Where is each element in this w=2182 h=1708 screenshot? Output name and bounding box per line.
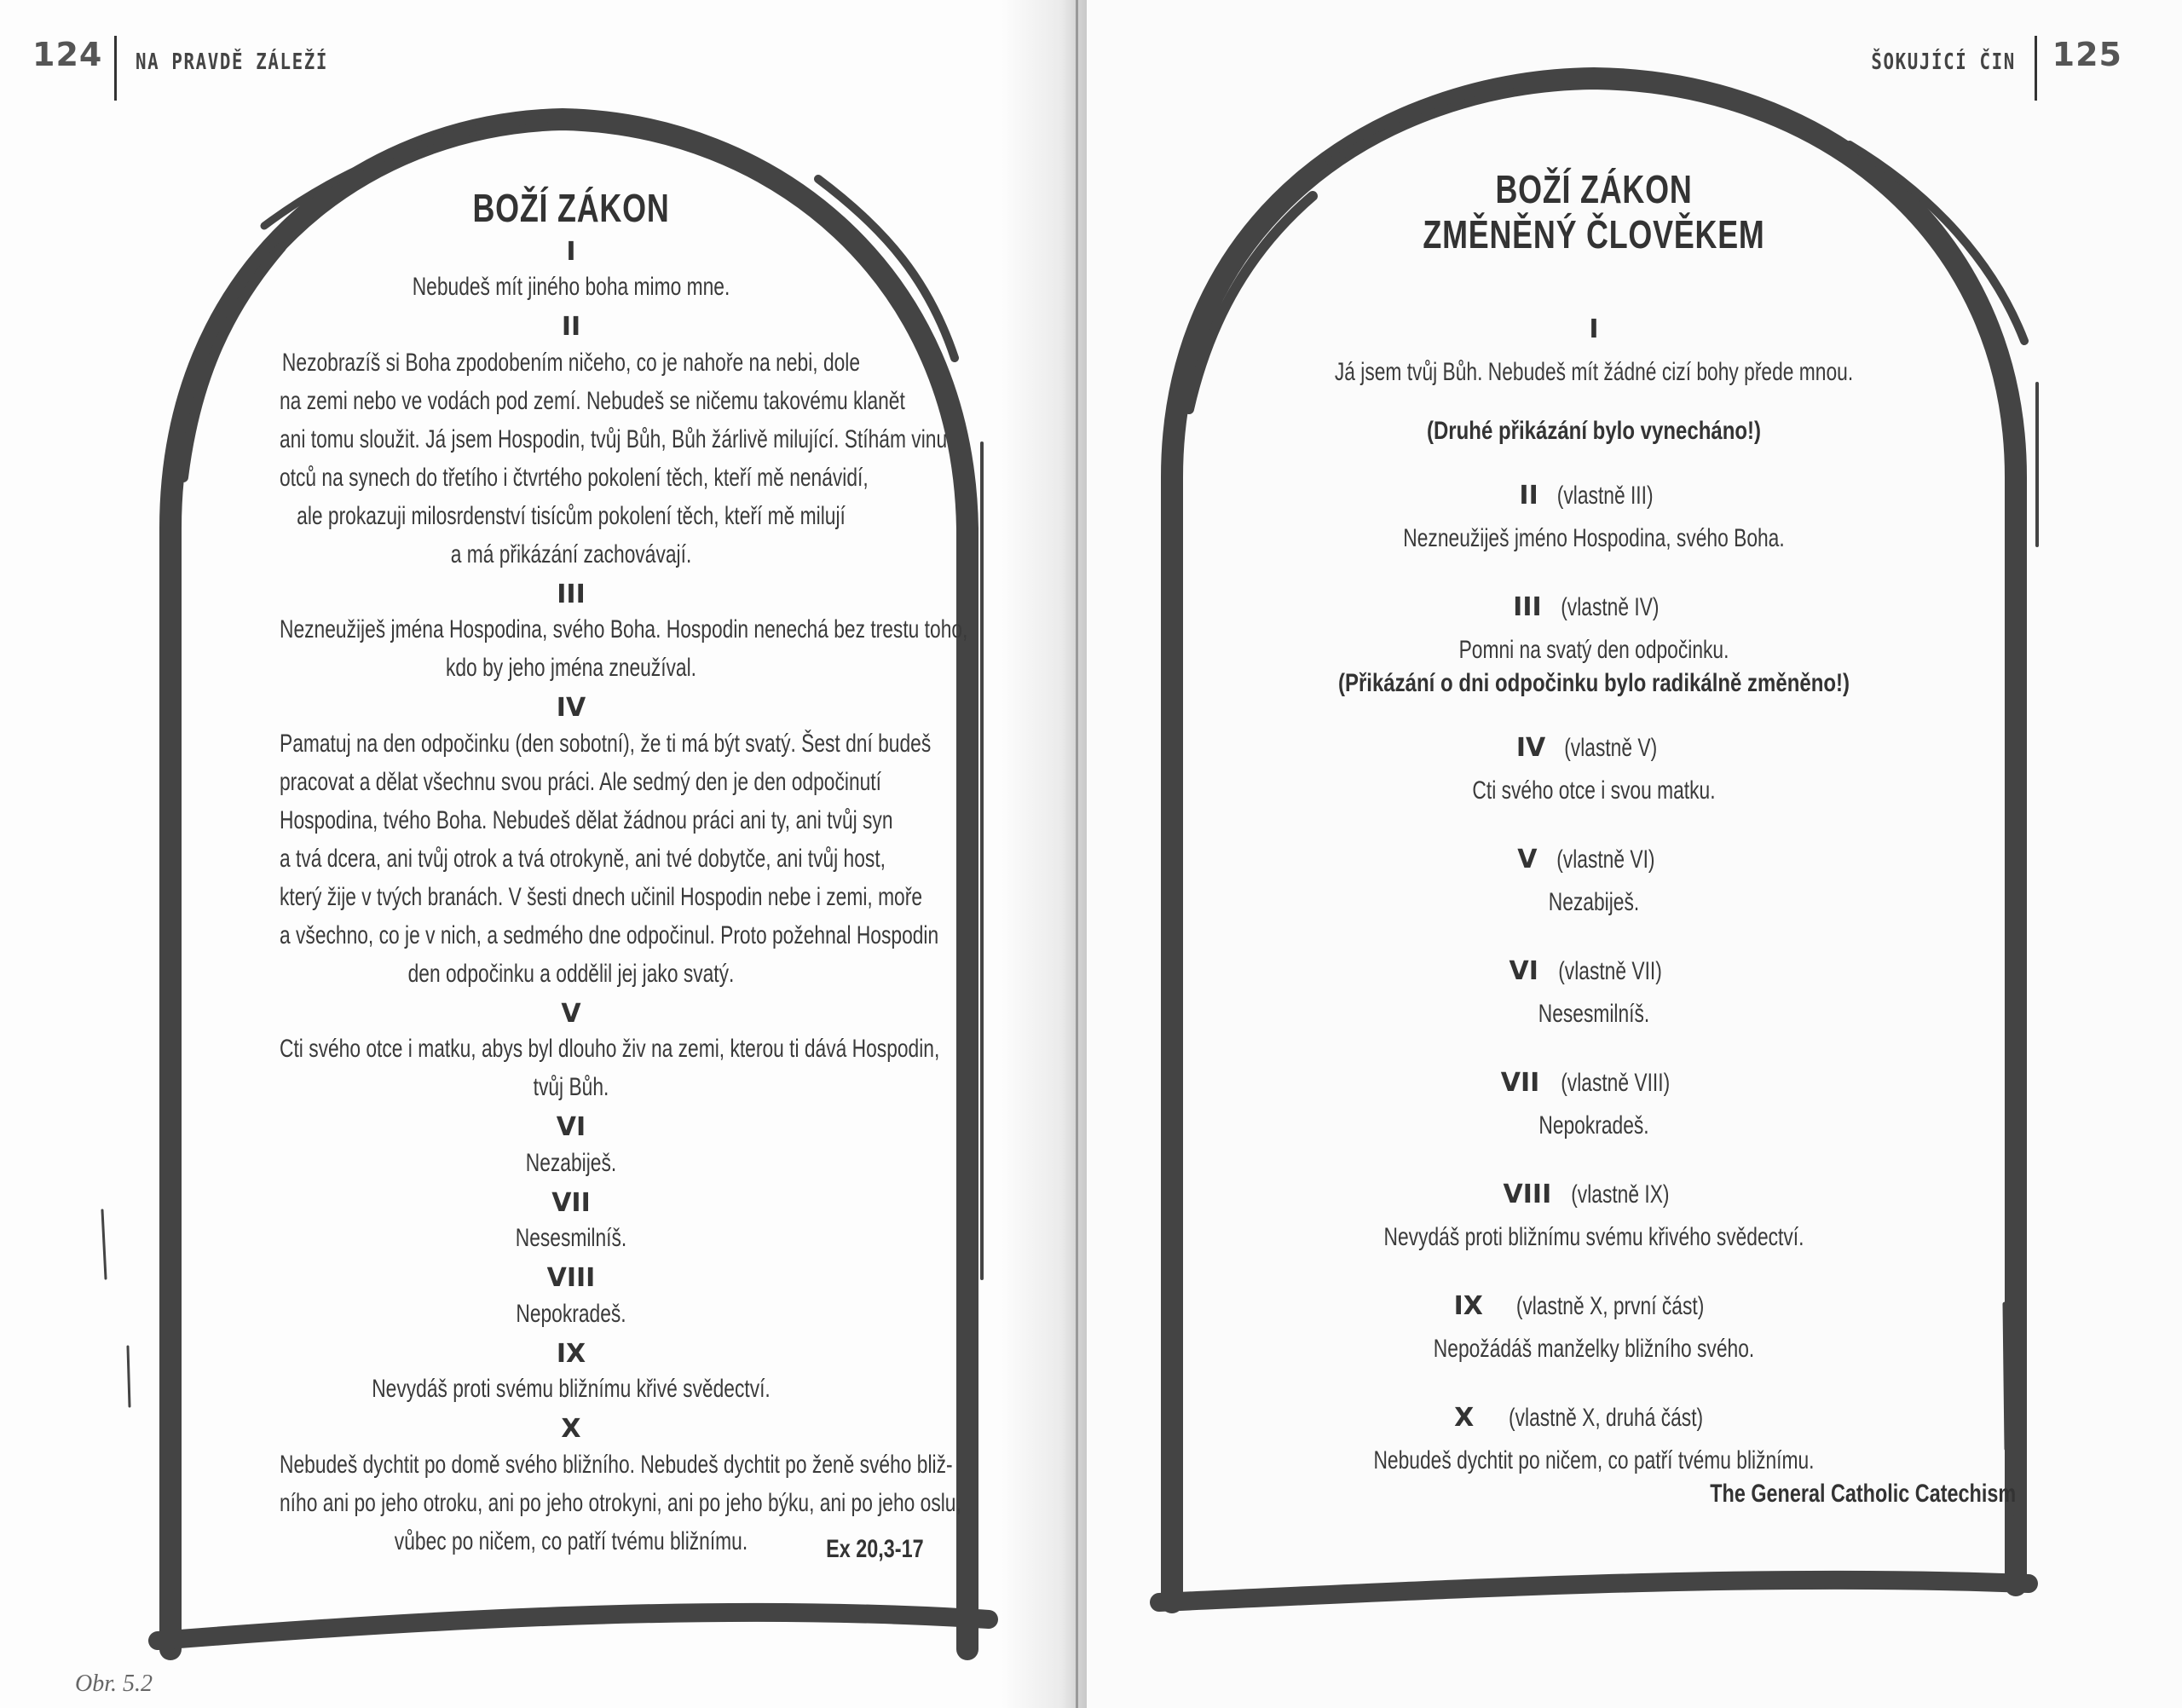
right-commandment-numeral: III	[1513, 591, 1542, 622]
commandment-text-line: tvůj Bůh.	[533, 1073, 609, 1102]
right-commandment-text: Já jsem tvůj Bůh. Nebudeš mít žádné cizí bohy přede mnou.	[1334, 357, 1854, 386]
commandment-text-line: Nesesmilníš.	[515, 1224, 627, 1253]
right-commandment-actual: (vlastně IV)	[1561, 592, 1660, 621]
commandment-text-line: ale prokazuji milosrdenství tisícům pokolení těch, kteří mě milují	[297, 501, 846, 530]
right-tablet-stroke-extra	[2012, 1517, 2013, 1568]
figure-caption: Obr. 5.2	[75, 1670, 153, 1697]
note-second-omitted: (Druhé přikázání bylo vynecháno!)	[1426, 416, 1762, 445]
commandment-text-line: Nevydáš proti svému bližnímu křivé svědectví.	[372, 1375, 771, 1404]
right-commandment-text: Nezabiješ.	[1548, 887, 1640, 916]
right-commandment-actual: (vlastně VII)	[1558, 956, 1663, 985]
commandment-numeral: I	[566, 236, 576, 267]
right-commandment-numeral: IV	[1515, 732, 1546, 763]
commandment-text-line: a tvá dcera, ani tvůj otrok a tvá otrokyně, ani tvé dobytče, ani tvůj host,	[280, 844, 886, 873]
commandment-text-line: Cti svého otce i matku, abys byl dlouho živ na zemi, kterou ti dává Hospodin,	[280, 1035, 940, 1064]
commandment-text-line: Nezabiješ.	[525, 1148, 617, 1177]
right-commandment-text: Nevydáš proti bližnímu svému křivého svědectví.	[1383, 1222, 1804, 1251]
commandment-text-line: a všechno, co je v nich, a sedmého dne odpočinul. Proto požehnal Hospodin	[280, 920, 939, 949]
note-sabbath-changed: (Přikázání o dni odpočinku bylo radikálně změněno!)	[1337, 668, 1850, 697]
right-commandment-actual: (vlastně VIII)	[1561, 1068, 1670, 1097]
commandment-numeral: VIII	[546, 1263, 596, 1294]
commandment-text-line: pracovat a dělat všechnu svou práci. Ale sedmý den je den odpočinutí	[280, 767, 881, 796]
left-tablet-base	[158, 1613, 989, 1641]
right-commandment-actual: (vlastně X, druhá část)	[1508, 1403, 1703, 1432]
commandment-text-line: Nebudeš dychtit po domě svého bližního. Nebudeš dychtit po ženě svého bliž-	[280, 1450, 953, 1479]
commandment-text-line: kdo by jeho jména zneužíval.	[445, 654, 697, 683]
right-commandment-numeral: VI	[1509, 955, 1538, 986]
commandment-text-line: a má přikázání zachovávají.	[450, 540, 692, 568]
right-commandment-actual: (vlastně V)	[1563, 733, 1657, 762]
commandment-text-line: Pamatuj na den odpočinku (den sobotní), že ti má být svatý. Šest dní budeš	[280, 729, 932, 758]
commandment-numeral: IV	[556, 693, 586, 724]
left-tablet-stroke-extra	[128, 1347, 130, 1406]
commandment-text-line: otců na synech do třetího i čtvrtého pokolení těch, kteří mě nenávidí,	[280, 463, 869, 492]
commandment-numeral: III	[557, 579, 586, 609]
commandment-numeral: VI	[556, 1112, 586, 1143]
right-commandment-numeral: II	[1519, 480, 1538, 511]
commandment-text-line: den odpočinku a oddělil jej jako svatý.	[407, 959, 735, 988]
running-title-left: NA PRAVDĚ ZÁLEŽÍ	[136, 49, 329, 75]
commandment-text-line: který žije v tvých branách. V šesti dnech učinil Hospodin nebe i zemi, moře	[280, 882, 923, 911]
right-commandment-text: Nesesmilníš.	[1538, 999, 1650, 1028]
right-commandment-numeral: IX	[1453, 1290, 1483, 1321]
commandment-numeral: VII	[551, 1187, 591, 1218]
left-tablet	[188, 186, 968, 1564]
right-tablet-title-line2: ZMĚNĚNÝ ČLOVĚKEM	[1423, 211, 1765, 257]
right-tablet-source: The General Catholic Catechism	[1710, 1479, 2016, 1508]
right-commandment-text: Nebudeš dychtit po ničem, co patří tvému bližnímu.	[1373, 1445, 1815, 1474]
commandment-text-line: ani tomu sloužit. Já jsem Hospodin, tvůj Bůh, Bůh žárlivě milující. Stíhám vinu	[280, 424, 948, 453]
right-commandment-text: Nepokradeš.	[1538, 1111, 1649, 1140]
right-tablet-stroke-extra	[2005, 1304, 2006, 1449]
right-tablet-title-line1: BOŽÍ ZÁKON	[1495, 167, 1693, 211]
commandment-text-line: na zemi nebo ve vodách pod zemí. Nebudeš se ničemu takovému klanět	[280, 386, 905, 415]
right-commandment-actual: (vlastně IX)	[1570, 1180, 1670, 1209]
commandment-numeral: V	[561, 998, 581, 1029]
commandment-text-line: vůbec po ničem, co patří tvému bližnímu.	[394, 1526, 748, 1555]
commandment-text-line: Hospodina, tvého Boha. Nebudeš dělat žádnou práci ani ty, ani tvůj syn	[280, 805, 893, 834]
commandment-numeral: II	[561, 312, 581, 343]
page-number-right: 125	[2052, 36, 2122, 73]
commandment-text-line: Nezobrazíš si Boha zpodobením ničeho, co je nahoře na nebi, dole	[281, 348, 861, 377]
left-commandments	[188, 236, 968, 1561]
running-title-right: ŠOKUJÍCÍ ČIN	[1871, 49, 2016, 75]
right-commandment-numeral: VIII	[1503, 1179, 1552, 1209]
right-tablet-base	[1159, 1580, 2029, 1602]
commandment-numeral: IX	[556, 1338, 586, 1369]
left-tablet-title: BOŽÍ ZÁKON	[472, 186, 670, 230]
right-commandment-numeral: VII	[1500, 1067, 1540, 1098]
right-commandment-text: Cti svého otce i svou matku.	[1472, 776, 1716, 805]
right-commandment-text: Nezneužiješ jméno Hospodina, svého Boha.	[1403, 523, 1785, 552]
commandment-text-line: ního ani po jeho otroku, ani po jeho otrokyni, ani po jeho býku, ani po jeho oslu,	[280, 1488, 961, 1517]
right-commandment-text: Nepožádáš manželky bližního svého.	[1433, 1334, 1755, 1363]
right-commandment-actual: (vlastně VI)	[1556, 845, 1655, 874]
commandment-text-line: Nepokradeš.	[516, 1299, 626, 1328]
right-commandment-text: Pomni na svatý den odpočinku.	[1458, 635, 1729, 664]
left-tablet-source: Ex 20,3-17	[826, 1534, 924, 1563]
left-tablet-stroke-extra	[102, 1210, 106, 1278]
commandment-text-line: Nebudeš mít jiného boha mimo mne.	[412, 273, 730, 302]
commandment-numeral: X	[561, 1414, 581, 1445]
right-commandment-actual: (vlastně X, první část)	[1516, 1291, 1705, 1320]
right-commandment-numeral: X	[1454, 1402, 1475, 1433]
right-commandment-numeral: V	[1517, 844, 1538, 874]
commandment-text-line: Nezneužiješ jména Hospodina, svého Boha. Hospodin nenechá bez trestu toho,	[280, 615, 968, 644]
page-number-left: 124	[32, 36, 103, 73]
right-commandment-numeral: I	[1589, 314, 1599, 344]
right-commandment-actual: (vlastně III)	[1557, 481, 1654, 510]
right-tablet	[1189, 167, 2016, 1509]
